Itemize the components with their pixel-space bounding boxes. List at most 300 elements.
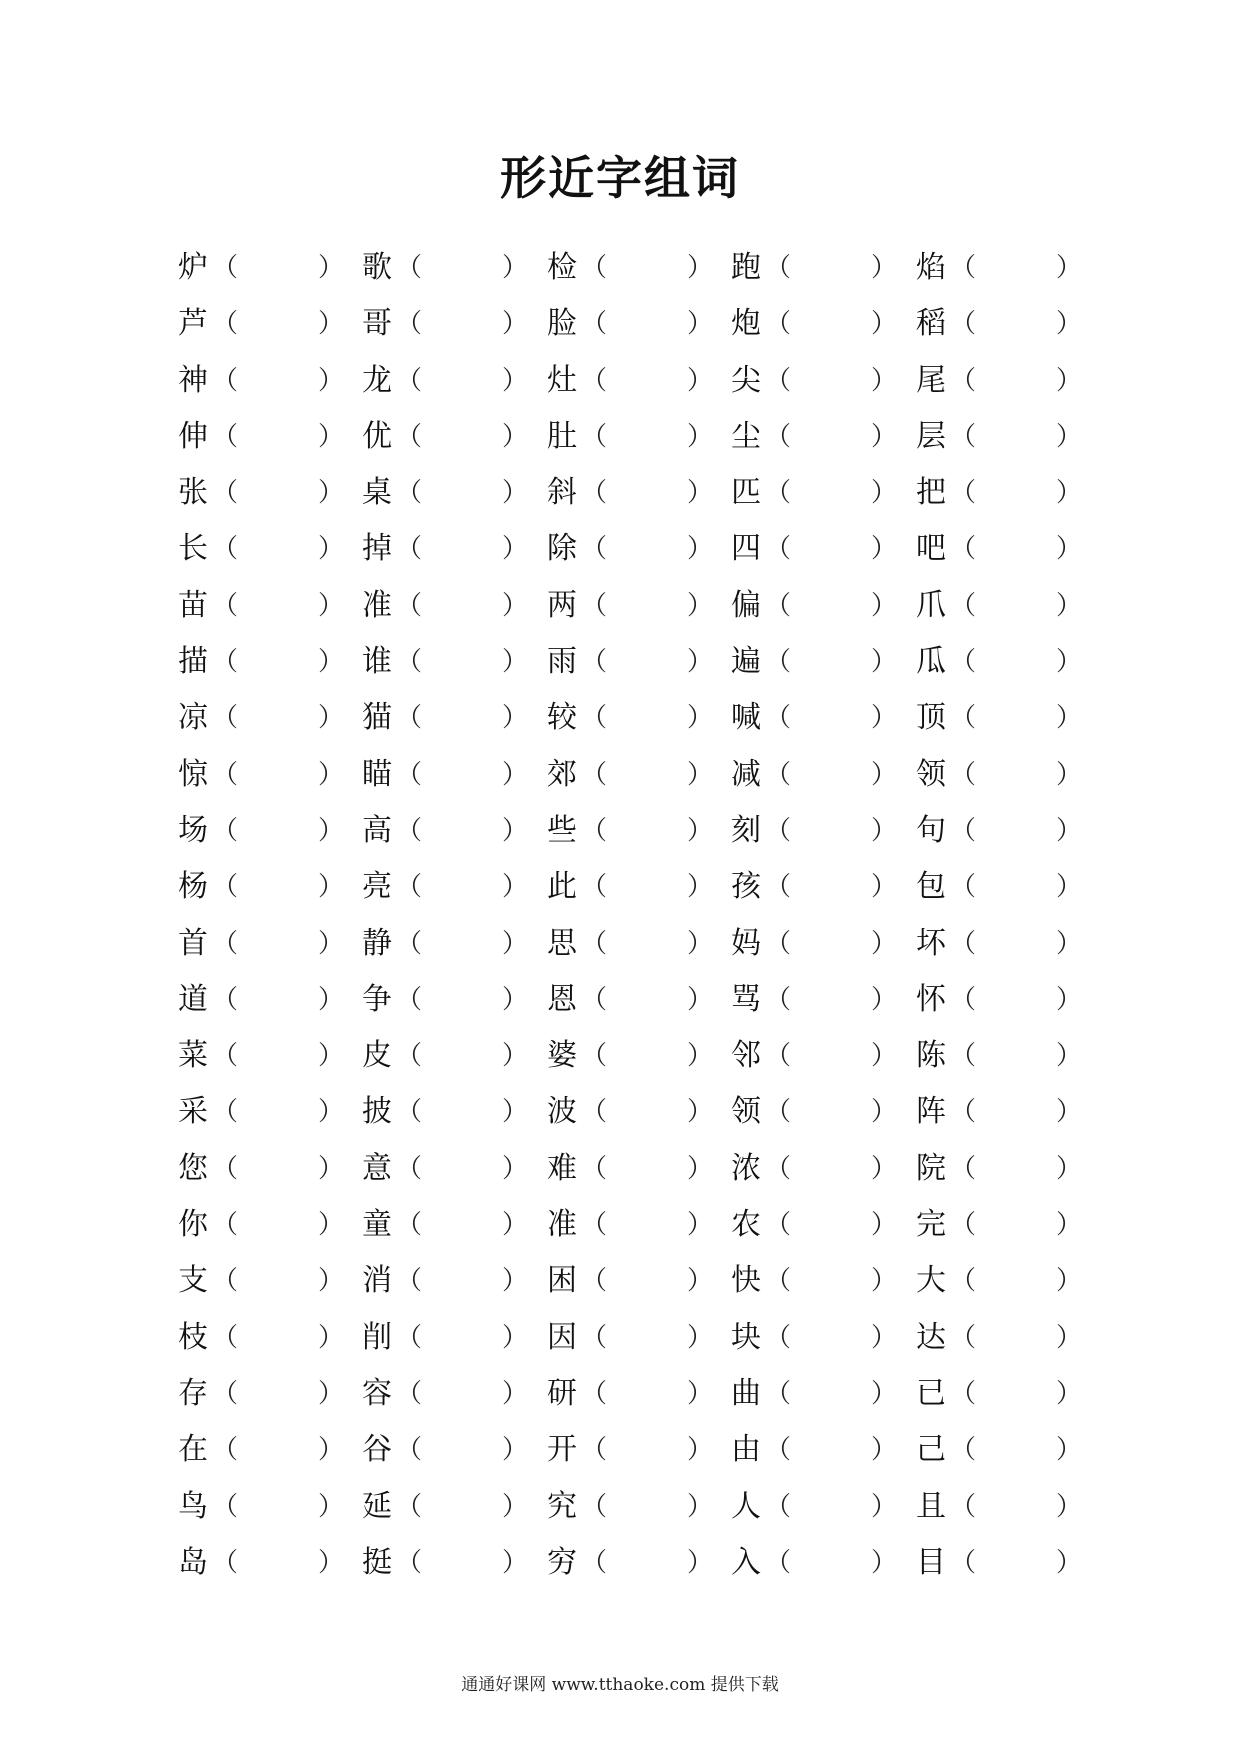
answer-blank[interactable] [605, 588, 683, 624]
answer-blank[interactable] [789, 1489, 867, 1525]
answer-blank[interactable] [974, 1489, 1052, 1525]
answer-blank[interactable] [420, 926, 498, 962]
close-paren: ） [502, 1378, 529, 1409]
word-item [916, 296, 1102, 352]
close-paren: ） [1056, 1041, 1083, 1072]
open-paren: （ [396, 984, 423, 1015]
close-paren: ） [687, 421, 714, 452]
answer-blank[interactable] [605, 1376, 683, 1412]
close-paren: ） [318, 1210, 345, 1241]
word-item [547, 465, 733, 521]
character: 芦 [178, 306, 208, 342]
answer-blank[interactable] [605, 1545, 683, 1581]
answer-blank[interactable] [789, 926, 867, 962]
answer-blank[interactable] [974, 1432, 1052, 1468]
open-paren: （ [581, 253, 608, 283]
open-paren: （ [765, 1097, 792, 1128]
answer-blank[interactable] [789, 1263, 867, 1299]
answer-blank[interactable] [605, 926, 683, 962]
word-item [178, 634, 364, 690]
close-paren: ） [1056, 1435, 1083, 1466]
word-item [731, 634, 917, 690]
table-row [178, 690, 1098, 746]
character: 偏 [731, 587, 761, 623]
character: 四 [731, 531, 761, 567]
answer-blank[interactable] [789, 419, 867, 455]
open-paren: （ [581, 759, 608, 790]
answer-blank[interactable] [236, 363, 314, 399]
open-paren: （ [950, 1322, 977, 1353]
open-paren: （ [212, 365, 239, 396]
character: 尾 [916, 362, 946, 398]
character: 高 [362, 812, 392, 848]
close-paren: ） [871, 759, 898, 790]
answer-blank[interactable] [974, 531, 1052, 567]
character: 在 [178, 1432, 208, 1468]
open-paren: （ [212, 872, 239, 903]
open-paren: （ [396, 365, 423, 396]
answer-blank[interactable] [420, 1038, 498, 1074]
word-item [731, 1422, 917, 1478]
answer-blank[interactable] [605, 813, 683, 849]
answer-blank[interactable] [789, 250, 867, 286]
character: 完 [916, 1207, 946, 1243]
close-paren: ） [687, 1210, 714, 1241]
answer-blank[interactable] [974, 1094, 1052, 1130]
answer-blank[interactable] [236, 1094, 314, 1130]
open-paren: （ [765, 928, 792, 959]
word-item [362, 803, 548, 859]
close-paren: ） [1056, 365, 1083, 396]
answer-blank[interactable] [236, 588, 314, 624]
answer-blank[interactable] [789, 306, 867, 342]
answer-blank[interactable] [236, 1207, 314, 1243]
close-paren: ） [318, 1378, 345, 1409]
answer-blank[interactable] [236, 250, 314, 286]
answer-blank[interactable] [605, 1432, 683, 1468]
open-paren: （ [581, 478, 608, 509]
character: 刻 [731, 812, 761, 848]
close-paren: ） [871, 703, 898, 734]
answer-blank[interactable] [605, 700, 683, 736]
close-paren: ） [871, 253, 898, 283]
answer-blank[interactable] [974, 1320, 1052, 1356]
answer-blank[interactable] [789, 982, 867, 1018]
open-paren: （ [950, 1153, 977, 1184]
character: 鸟 [178, 1488, 208, 1524]
answer-blank[interactable] [236, 926, 314, 962]
close-paren: ） [1056, 1491, 1083, 1522]
table-row [178, 1253, 1098, 1309]
character: 伸 [178, 418, 208, 454]
answer-blank[interactable] [974, 700, 1052, 736]
answer-blank[interactable] [789, 1545, 867, 1581]
word-item [731, 859, 917, 915]
answer-blank[interactable] [974, 363, 1052, 399]
word-item [731, 1535, 917, 1591]
answer-blank[interactable] [789, 757, 867, 793]
open-paren: （ [950, 1378, 977, 1409]
close-paren: ） [502, 815, 529, 846]
word-item [731, 747, 917, 803]
word-item [916, 1084, 1102, 1140]
open-paren: （ [950, 478, 977, 509]
open-paren: （ [581, 1547, 608, 1578]
answer-blank[interactable] [420, 869, 498, 905]
answer-blank[interactable] [236, 306, 314, 342]
answer-blank[interactable] [974, 982, 1052, 1018]
open-paren: （ [765, 1153, 792, 1184]
word-item [362, 1535, 548, 1591]
character: 把 [916, 475, 946, 511]
answer-blank[interactable] [789, 869, 867, 905]
character: 吧 [916, 531, 946, 567]
table-row [178, 1310, 1098, 1366]
open-paren: （ [396, 647, 423, 678]
answer-blank[interactable] [236, 475, 314, 511]
open-paren: （ [950, 1491, 977, 1522]
open-paren: （ [396, 1041, 423, 1072]
answer-blank[interactable] [789, 1151, 867, 1187]
open-paren: （ [212, 1097, 239, 1128]
word-item [178, 578, 364, 634]
answer-blank[interactable] [974, 813, 1052, 849]
answer-blank[interactable] [974, 757, 1052, 793]
character: 龙 [362, 362, 392, 398]
open-paren: （ [765, 1322, 792, 1353]
open-paren: （ [212, 309, 239, 340]
character: 谷 [362, 1432, 392, 1468]
answer-blank[interactable] [974, 926, 1052, 962]
answer-blank[interactable] [605, 644, 683, 680]
character: 因 [547, 1319, 577, 1355]
open-paren: （ [765, 421, 792, 452]
word-item [547, 240, 733, 296]
answer-blank[interactable] [236, 1489, 314, 1525]
word-item [362, 409, 548, 465]
answer-blank[interactable] [420, 1489, 498, 1525]
word-item [547, 409, 733, 465]
answer-blank[interactable] [605, 475, 683, 511]
answer-blank[interactable] [789, 531, 867, 567]
word-item [178, 803, 364, 859]
close-paren: ） [687, 984, 714, 1015]
answer-blank[interactable] [789, 1038, 867, 1074]
close-paren: ） [687, 1153, 714, 1184]
word-item [362, 972, 548, 1028]
character: 己 [916, 1432, 946, 1468]
word-item [178, 972, 364, 1028]
character: 歌 [362, 250, 392, 285]
word-item [731, 578, 917, 634]
word-item [916, 690, 1102, 746]
answer-blank[interactable] [789, 475, 867, 511]
close-paren: ） [318, 703, 345, 734]
close-paren: ） [318, 309, 345, 340]
word-item [178, 1197, 364, 1253]
answer-blank[interactable] [236, 1320, 314, 1356]
word-item [916, 1422, 1102, 1478]
answer-blank[interactable] [236, 1038, 314, 1074]
character: 尘 [731, 418, 761, 454]
table-row [178, 916, 1098, 972]
close-paren: ） [502, 1435, 529, 1466]
open-paren: （ [950, 421, 977, 452]
answer-blank[interactable] [605, 1207, 683, 1243]
answer-blank[interactable] [236, 982, 314, 1018]
close-paren: ） [1056, 1266, 1083, 1297]
table-row [178, 465, 1098, 521]
answer-blank[interactable] [605, 757, 683, 793]
close-paren: ） [502, 928, 529, 959]
answer-blank[interactable] [420, 757, 498, 793]
answer-blank[interactable] [420, 1207, 498, 1243]
open-paren: （ [212, 534, 239, 565]
table-row [178, 1422, 1098, 1478]
answer-blank[interactable] [974, 1038, 1052, 1074]
open-paren: （ [581, 1378, 608, 1409]
character: 瓜 [916, 644, 946, 680]
answer-blank[interactable] [420, 250, 498, 286]
character: 究 [547, 1488, 577, 1524]
word-item [731, 803, 917, 859]
character: 句 [916, 812, 946, 848]
close-paren: ） [318, 590, 345, 621]
answer-blank[interactable] [789, 1432, 867, 1468]
close-paren: ） [687, 1322, 714, 1353]
character: 顶 [916, 700, 946, 736]
answer-blank[interactable] [605, 1151, 683, 1187]
answer-blank[interactable] [420, 306, 498, 342]
answer-blank[interactable] [974, 475, 1052, 511]
answer-blank[interactable] [789, 1376, 867, 1412]
close-paren: ） [687, 1547, 714, 1578]
close-paren: ） [1056, 815, 1083, 846]
open-paren: （ [950, 872, 977, 903]
answer-blank[interactable] [605, 306, 683, 342]
close-paren: ） [502, 534, 529, 565]
open-paren: （ [950, 815, 977, 846]
answer-blank[interactable] [789, 1320, 867, 1356]
close-paren: ） [687, 1097, 714, 1128]
answer-blank[interactable] [789, 363, 867, 399]
open-paren: （ [581, 1153, 608, 1184]
answer-blank[interactable] [605, 1263, 683, 1299]
close-paren: ） [871, 1210, 898, 1241]
open-paren: （ [212, 1322, 239, 1353]
answer-blank[interactable] [420, 813, 498, 849]
answer-blank[interactable] [605, 869, 683, 905]
character: 准 [362, 587, 392, 623]
character: 陈 [916, 1038, 946, 1074]
open-paren: （ [396, 872, 423, 903]
answer-blank[interactable] [974, 250, 1052, 286]
close-paren: ） [502, 1210, 529, 1241]
close-paren: ） [687, 647, 714, 678]
answer-blank[interactable] [605, 363, 683, 399]
character: 披 [362, 1094, 392, 1130]
answer-blank[interactable] [236, 700, 314, 736]
answer-blank[interactable] [974, 306, 1052, 342]
answer-blank[interactable] [974, 869, 1052, 905]
answer-blank[interactable] [605, 982, 683, 1018]
answer-blank[interactable] [605, 419, 683, 455]
open-paren: （ [950, 759, 977, 790]
answer-blank[interactable] [236, 419, 314, 455]
answer-blank[interactable] [236, 644, 314, 680]
answer-blank[interactable] [605, 1094, 683, 1130]
open-paren: （ [765, 253, 792, 283]
answer-blank[interactable] [605, 250, 683, 286]
answer-blank[interactable] [789, 644, 867, 680]
character: 首 [178, 925, 208, 961]
answer-blank[interactable] [420, 644, 498, 680]
answer-blank[interactable] [789, 813, 867, 849]
close-paren: ） [502, 984, 529, 1015]
answer-blank[interactable] [420, 1263, 498, 1299]
word-item [178, 1141, 364, 1197]
close-paren: ） [502, 309, 529, 340]
word-item [547, 1479, 733, 1535]
close-paren: ） [687, 759, 714, 790]
close-paren: ） [687, 478, 714, 509]
character: 您 [178, 1150, 208, 1186]
close-paren: ） [318, 253, 345, 283]
word-item [178, 916, 364, 972]
answer-blank[interactable] [974, 588, 1052, 624]
word-item [731, 465, 917, 521]
answer-blank[interactable] [420, 1320, 498, 1356]
answer-blank[interactable] [789, 1207, 867, 1243]
table-row [178, 1535, 1098, 1591]
answer-blank[interactable] [420, 1094, 498, 1130]
close-paren: ） [502, 1153, 529, 1184]
open-paren: （ [950, 1435, 977, 1466]
word-item [362, 634, 548, 690]
answer-blank[interactable] [420, 700, 498, 736]
answer-blank[interactable] [236, 531, 314, 567]
open-paren: （ [765, 534, 792, 565]
answer-blank[interactable] [789, 700, 867, 736]
close-paren: ） [687, 1378, 714, 1409]
answer-blank[interactable] [605, 1038, 683, 1074]
close-paren: ） [871, 872, 898, 903]
answer-blank[interactable] [236, 1151, 314, 1187]
answer-blank[interactable] [420, 531, 498, 567]
answer-blank[interactable] [420, 1151, 498, 1187]
word-item [547, 1535, 733, 1591]
open-paren: （ [581, 703, 608, 734]
answer-blank[interactable] [236, 757, 314, 793]
open-paren: （ [950, 365, 977, 396]
answer-blank[interactable] [236, 813, 314, 849]
table-row [178, 578, 1098, 634]
character: 你 [178, 1207, 208, 1243]
answer-blank[interactable] [236, 1376, 314, 1412]
answer-blank[interactable] [420, 1545, 498, 1581]
word-item [362, 1141, 548, 1197]
word-item [547, 859, 733, 915]
word-item [916, 747, 1102, 803]
close-paren: ） [318, 647, 345, 678]
close-paren: ） [502, 478, 529, 509]
word-item [547, 1310, 733, 1366]
character: 层 [916, 418, 946, 454]
answer-blank[interactable] [420, 1376, 498, 1412]
word-item [362, 1422, 548, 1478]
answer-blank[interactable] [974, 1151, 1052, 1187]
word-item [547, 916, 733, 972]
open-paren: （ [765, 872, 792, 903]
answer-blank[interactable] [420, 363, 498, 399]
open-paren: （ [396, 703, 423, 734]
open-paren: （ [212, 815, 239, 846]
answer-blank[interactable] [236, 1545, 314, 1581]
word-item [916, 859, 1102, 915]
word-item [362, 747, 548, 803]
answer-blank[interactable] [605, 531, 683, 567]
character: 较 [547, 700, 577, 736]
answer-blank[interactable] [236, 1263, 314, 1299]
answer-blank[interactable] [236, 1432, 314, 1468]
character: 爪 [916, 587, 946, 623]
open-paren: （ [396, 1547, 423, 1578]
character: 长 [178, 531, 208, 567]
answer-blank[interactable] [605, 1320, 683, 1356]
close-paren: ） [502, 365, 529, 396]
close-paren: ） [871, 928, 898, 959]
answer-blank[interactable] [974, 1545, 1052, 1581]
answer-blank[interactable] [420, 419, 498, 455]
answer-blank[interactable] [420, 1432, 498, 1468]
open-paren: （ [581, 647, 608, 678]
open-paren: （ [581, 365, 608, 396]
open-paren: （ [396, 1210, 423, 1241]
word-item [731, 690, 917, 746]
open-paren: （ [765, 590, 792, 621]
close-paren: ） [1056, 647, 1083, 678]
open-paren: （ [765, 1491, 792, 1522]
close-paren: ） [687, 815, 714, 846]
close-paren: ） [1056, 534, 1083, 565]
close-paren: ） [687, 309, 714, 340]
answer-blank[interactable] [974, 1207, 1052, 1243]
answer-blank[interactable] [974, 1263, 1052, 1299]
answer-blank[interactable] [420, 475, 498, 511]
open-paren: （ [950, 703, 977, 734]
word-item [362, 859, 548, 915]
open-paren: （ [581, 984, 608, 1015]
word-item [178, 1479, 364, 1535]
answer-blank[interactable] [974, 419, 1052, 455]
answer-blank[interactable] [789, 588, 867, 624]
close-paren: ） [871, 534, 898, 565]
close-paren: ） [687, 1491, 714, 1522]
answer-blank[interactable] [974, 644, 1052, 680]
close-paren: ） [687, 872, 714, 903]
answer-blank[interactable] [974, 1376, 1052, 1412]
character: 炮 [731, 306, 761, 342]
answer-blank[interactable] [789, 1094, 867, 1130]
answer-blank[interactable] [605, 1489, 683, 1525]
answer-blank[interactable] [420, 982, 498, 1018]
character: 婆 [547, 1038, 577, 1074]
word-item [916, 1310, 1102, 1366]
character: 挺 [362, 1544, 392, 1580]
answer-blank[interactable] [236, 869, 314, 905]
table-row [178, 1084, 1098, 1140]
answer-blank[interactable] [420, 588, 498, 624]
